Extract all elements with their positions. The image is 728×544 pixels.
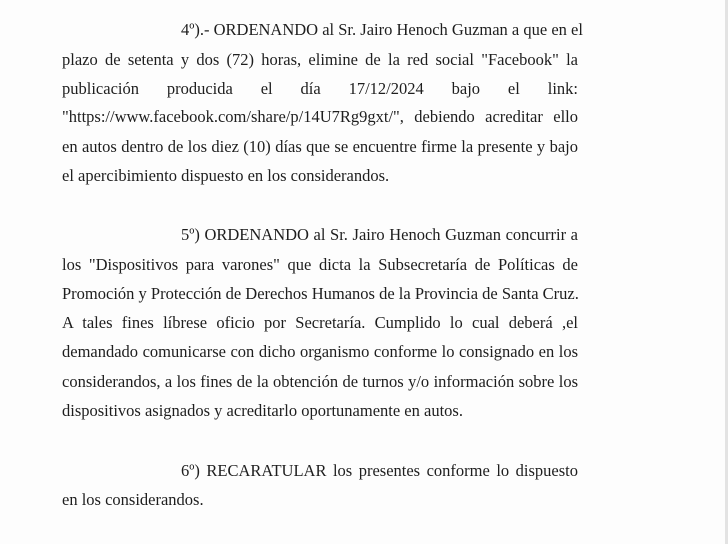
- paragraph-5-line-5: demandado comunicarse con dicho organismo conforme lo consignado en los: [62, 342, 578, 361]
- paragraph-4-line-2: plazo de setenta y dos (72) horas, elimine de la red social "Facebook" la: [62, 50, 578, 69]
- paragraph-4-line-6: el apercibimiento dispuesto en los considerandos.: [62, 166, 390, 185]
- paragraph-5-line-1: 5º) ORDENANDO al Sr. Jairo Henoch Guzman concurrir a: [181, 225, 578, 244]
- paragraph-4-line-3: publicación producida el día 17/12/2024 bajo el link:: [62, 79, 578, 98]
- paragraph-5-line-4: A tales fines líbrese oficio por Secretaría. Cumplido lo cual deberá ,el: [62, 313, 578, 332]
- paragraph-5-line-6: considerandos, a los fines de la obtención de turnos y/o información sobre los: [62, 372, 578, 391]
- paragraph-5-line-2: los "Dispositivos para varones" que dicta la Subsecretaría de Políticas de: [62, 255, 578, 274]
- paragraph-5-line-7: dispositivos asignados y acreditarlo oportunamente en autos.: [62, 401, 463, 420]
- paragraph-6-line-1: 6º) RECARATULAR los presentes conforme lo dispuesto: [181, 461, 578, 480]
- paragraph-6-line-2: en los considerandos.: [62, 490, 204, 509]
- paragraph-4-line-1: 4º).- ORDENANDO al Sr. Jairo Henoch Guzman a que en el: [181, 20, 583, 39]
- paragraph-4-line-5: en autos dentro de los diez (10) días que se encuentre firme la presente y bajo: [62, 137, 578, 156]
- paragraph-4-line-4: "https://www.facebook.com/share/p/14U7Rg9gxt/", debiendo acreditar ello: [62, 107, 578, 126]
- paragraph-5-line-3: Promoción y Protección de Derechos Humanos de la Provincia de Santa Cruz.: [62, 284, 579, 303]
